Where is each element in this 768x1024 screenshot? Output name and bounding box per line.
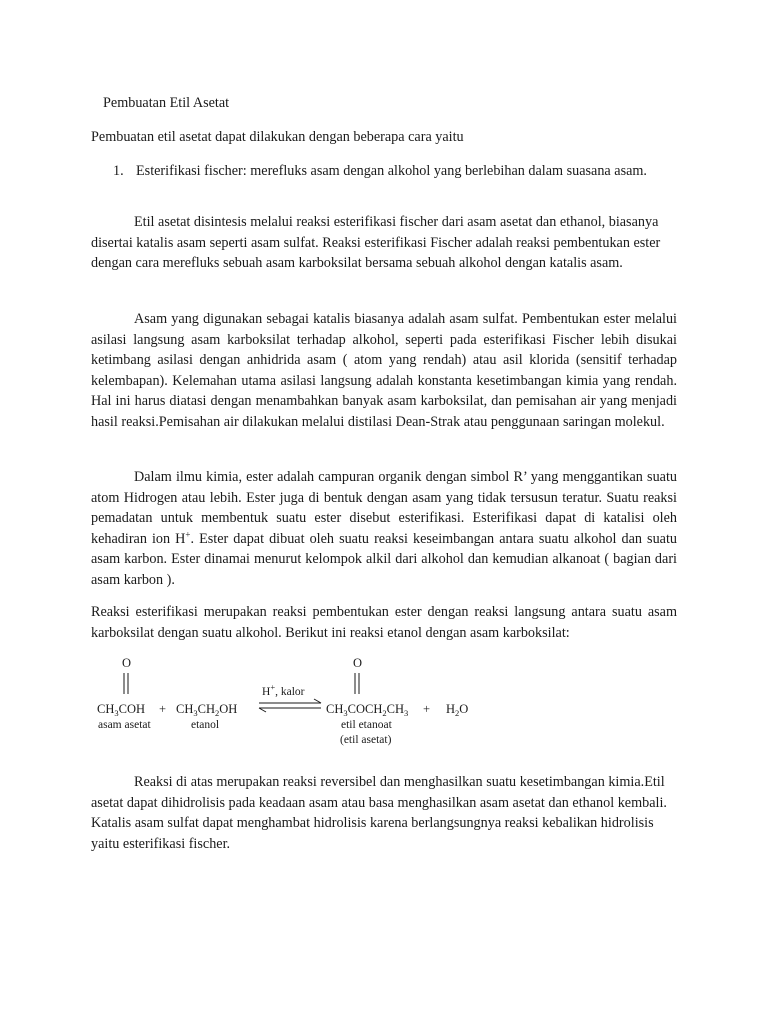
paragraph-3-part-2: . Ester dapat dibuat oleh suatu reaksi keseimbangan antara suatu alkohol dan suatu asam karbon. Ester dinamai menurut kelompok alkil dari alkohol dan kemudian alkanoat ( bagian dari asam karbon ). xyxy=(91,530,678,588)
reaction-figure xyxy=(91,652,491,752)
reactant-1-name: asam asetat xyxy=(98,719,151,731)
product-1-formula: $CH_3COCH_2CH_3$ xyxy=(326,702,409,718)
intro-text: Pembuatan etil asetat dapat dilakukan dengan beberapa cara yaitu xyxy=(91,129,464,145)
paragraph-2: Asam yang digunakan sebagai katalis biasanya adalah asam sulfat. Pembentukan ester melalui asilasi langsung asam karboksilat terhadap alkohol, seperti pada esterifikasi Fischer lebih disukai ketimbang asilasi dengan anhidrida asam ( atom yang rendah) atau asil klorida (sensitif terhadap kelembapan). Kelemahan utama asilasi langsung adalah konstanta kesetimbangan kimia yang rendah. Hal ini harus diatasi dengan menambahkan banyak asam karboksilat, dan pemisahan air yang menjadi hasil reaksi.Pemisahan air dilakukan melalui distilasi Dean-Strak atau penggunaan saringan molekul. xyxy=(91,311,677,430)
plus-sign: + xyxy=(423,702,431,716)
list-item-text: Esterifikasi fischer: merefluks asam dengan alkohol yang berlebihan dalam suasana asam. xyxy=(136,163,647,179)
document-title: Pembuatan Etil Asetat xyxy=(103,95,230,111)
product-1-oxygen: O xyxy=(353,656,363,670)
paragraph-5: Reaksi di atas merupakan reaksi reversibel dan menghasilkan suatu kesetimbangan kimia.Etil asetat dapat dihidrolisis pada keadaan asam atau basa menghasilkan asam asetat dan ethanol kembali. Katalis asam sulfat dapat menghambat hidrolisis karena berlangsungnya reaksi kebalikan hidrolisis yaitu esterifikasi fischer. xyxy=(91,774,667,852)
reactant-1-oxygen: O xyxy=(122,656,132,670)
paragraph-3-part-1: Dalam ilmu kimia, ester adalah campuran organik dengan simbol R’ yang menggantikan suatu atom Hidrogen atau lebih. Ester juga di bentuk dengan asam yang tidak tersusun teratur. Suatu reaksi pemadatan untuk membentuk suatu ester disebut esterifikasi. Esterifikasi dapat di katalisi oleh kehadiran ion H xyxy=(91,469,677,547)
product-1-alias: (etil asetat) xyxy=(340,734,392,746)
forward-arrowhead xyxy=(314,699,321,703)
product-1-name: etil etanoat xyxy=(341,719,392,731)
product-2-formula: $H_2O$ xyxy=(446,702,469,718)
reactant-2-formula: $CH_3CH_2OH$ xyxy=(176,702,238,718)
paragraph-3 xyxy=(91,467,677,590)
reaction-equation xyxy=(91,652,491,752)
reaction-condition: H+, kalor xyxy=(262,682,305,698)
paragraph-1: Etil asetat disintesis melalui reaksi esterifikasi fischer dari asam asetat dan ethanol, biasanya disertai katalis asam seperti asam sulfat. Reaksi esterifikasi Fischer adalah reaksi pembentukan ester dengan cara merefluks sebuah asam karboksilat bersama sebuah alkohol dengan katalis asam. xyxy=(91,214,661,271)
paragraph-4: Reaksi esterifikasi merupakan reaksi pembentukan ester dengan reaksi langsung antara suatu asam karboksilat dengan suatu alkohol. Berikut ini reaksi etanol dengan asam karboksilat: xyxy=(91,604,677,641)
list-number: 1. xyxy=(113,163,124,179)
reverse-arrowhead xyxy=(259,708,266,712)
ion-charge: + xyxy=(185,528,191,539)
plus-sign: + xyxy=(159,702,167,716)
reactant-1-formula: $CH_3COH$ xyxy=(97,702,146,718)
reactant-2-name: etanol xyxy=(191,719,220,731)
